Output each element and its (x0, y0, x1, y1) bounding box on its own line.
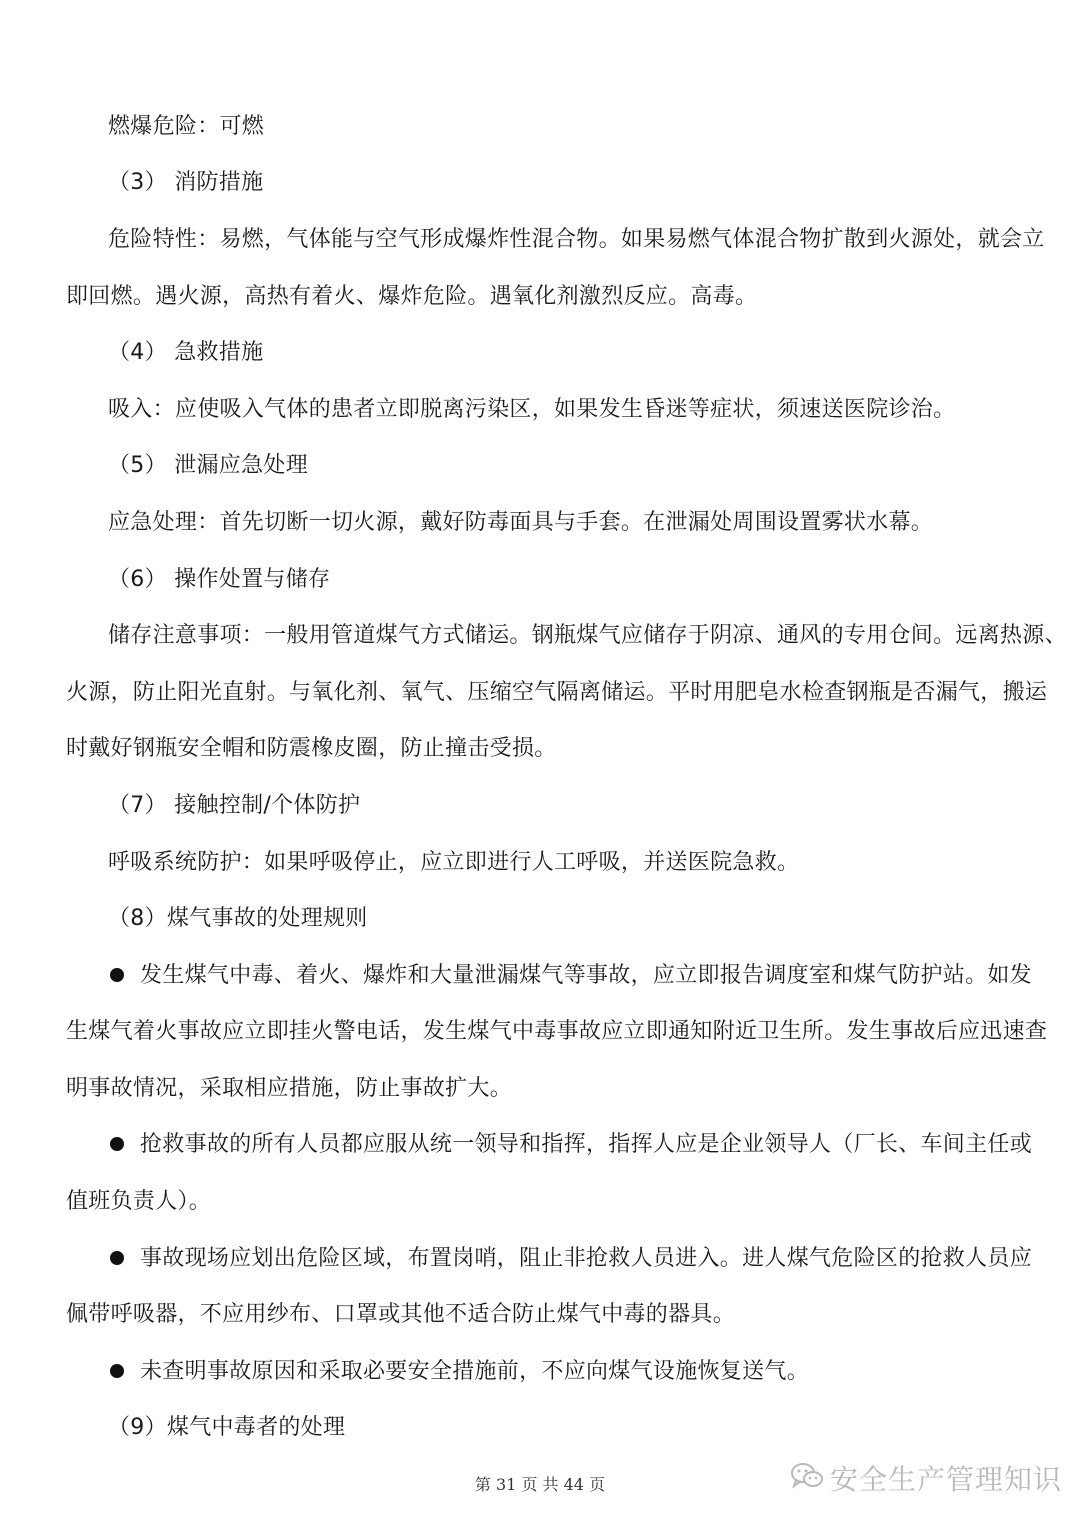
bullet-icon (110, 1251, 124, 1265)
storage-text-line-3: 时戴好钢瓶安全帽和防震橡皮圈，防止撞击受损。 (66, 736, 557, 761)
storage-text-line-1: 储存注意事项：一般用管道煤气方式储运。钢瓶煤气应储存于阴凉、通风的专用仓间。远离热源、 (108, 623, 1067, 648)
heading-first-aid: （4） 急救措施 (108, 340, 264, 365)
watermark (790, 1458, 1062, 1498)
fire-hazard-line: 燃爆危险：可燃 (108, 114, 265, 139)
bullet-icon (110, 1364, 124, 1378)
bullet-icon (110, 968, 124, 982)
rule-2-line-1: 抢救事故的所有人员都应服从统一领导和指挥，指挥人应是企业领导人（厂长、车间主任或 (140, 1132, 1033, 1157)
wechat-icon (790, 1461, 824, 1495)
heading-accident-rules: （8）煤气事故的处理规则 (108, 906, 368, 931)
rule-1-line-1: 发生煤气中毒、着火、爆炸和大量泄漏煤气等事故，应立即报告调度室和煤气防护站。如发 (140, 963, 1033, 988)
watermark-text: 安全生产管理知识 (830, 1463, 1063, 1496)
storage-text-line-2: 火源，防止阳光直射。与氧化剂、氧气、压缩空气隔离储运。平时用肥皂水检查钢瓶是否漏气，搬运 (66, 680, 1048, 705)
rule-3-line-2: 佩带呼吸器，不应用纱布、口罩或其他不适合防止煤气中毒的器具。 (66, 1302, 736, 1327)
rule-1-line-2: 生煤气着火事故应立即挂火警电话，发生煤气中毒事故应立即通知附近卫生所。发生事故后应迅速查 (66, 1019, 1048, 1044)
heading-exposure-control: （7） 接触控制/个体防护 (108, 793, 361, 818)
heading-handling-storage: （6） 操作处置与储存 (108, 567, 331, 592)
rule-3-line-1: 事故现场应划出危险区域，布置岗哨，阻止非抢救人员进入。进人煤气危险区的抢救人员应 (140, 1246, 1033, 1271)
hazard-text-line-1: 危险特性：易燃，气体能与空气形成爆炸性混合物。如果易燃气体混合物扩散到火源处，就会立 (108, 227, 1045, 252)
inhalation-text: 吸入：应使吸入气体的患者立即脱离污染区，如果发生昏迷等症状，须速送医院诊治。 (108, 397, 956, 422)
bullet-icon (110, 1137, 124, 1151)
heading-leak-response: （5） 泄漏应急处理 (108, 453, 308, 478)
page-number: 第 31 页 共 44 页 (474, 1475, 606, 1494)
rule-2-line-2: 值班负责人）。 (66, 1189, 212, 1214)
heading-poisoning-treatment: （9）煤气中毒者的处理 (108, 1415, 346, 1440)
hazard-text-line-2: 即回燃。遇火源，高热有着火、爆炸危险。遇氧化剂激烈反应。高毒。 (66, 284, 758, 309)
rule-1-line-3: 明事故情况，采取相应措施，防止事故扩大。 (66, 1076, 513, 1101)
rule-4-line-1: 未查明事故原因和采取必要安全措施前，不应向煤气设施恢复送气。 (140, 1359, 810, 1384)
emergency-text: 应急处理：首先切断一切火源，戴好防毒面具与手套。在泄漏处周围设置雾状水幕。 (108, 510, 934, 535)
heading-fire-measures: （3） 消防措施 (108, 170, 264, 195)
respiratory-text: 呼吸系统防护：如果呼吸停止，应立即进行人工呼吸，并送医院急救。 (108, 850, 800, 875)
